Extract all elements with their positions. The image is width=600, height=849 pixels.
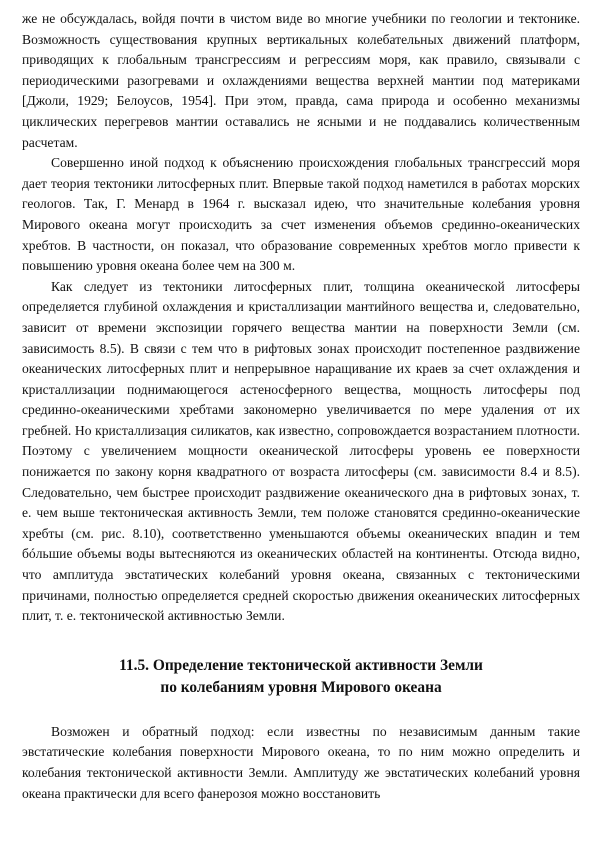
paragraph-lithosphere-thickness: Как следует из тектоники литосферных плит, толщина океанической литосферы определяется глубиной охлаждения и кристаллизации мантийного вещества и, следовательно, зависит от времени экспозиции горячего вещества мантии на поверхности Земли (см. зависимость 8.5). В связи с тем что в рифтовых зонах происходит постепенное раздвижение океанических литосферных плит и непрерывное наращивание их краев за счет охлаждения и кристаллизации поднимающегося астеносферного вещества, мощность литосферы под срединно-океаническими хребтами закономерно увеличивается по мере удаления от их гребней. Но кристаллизация силикатов, как известно, сопровождается возрастанием плотности. Поэтому с увеличением мощности океанической литосферы уровень ее поверхности понижается по закону корня квадратного от возраста литосферы (см. зависимости 8.4 и 8.5). Следовательно, чем быстрее происходит раздвижение океанического дна в рифтовых зонах, т. е. чем выше тектоническая активность Земли, тем положе становятся срединно-океанические хребты (см. рис. 8.10), соответственно уменьшаются объемы океанических впадин и тем бóльшие объемы воды вытесняются из океанических областей на континенты. Отсюда видно, что амплитуда эвстатических колебаний уровня океана, связанных с тектоническими причинами, полностью определяется средней скоростью движения океанических литосферных плит, т. е. тектонической активностью Земли.	[22, 278, 580, 624]
section-heading-line-2: по колебаниям уровня Мирового океана	[160, 678, 442, 696]
paragraph-inverse-approach: Возможен и обратный подход: если известны по независимым данным такие эвстатические колебания поверхности Мирового океана, то по ним можно определить и колебания тектонической активности Земли. Амплитуду же эвстатических колебаний уровня океана практически для всего фанерозоя можно восстановить	[22, 723, 580, 801]
paragraph-plate-tectonics-approach: Совершенно иной подход к объяснению происхождения глобальных трансгрессий моря дает теория тектоники литосферных плит. Впервые такой подход наметился в работах морских геологов. Так, Г. Менард в 1964 г. высказал идею, что значительные колебания уровня Мирового океана могут происходить за счет изменения объемов срединно-океанических хребтов. В частности, он показал, что образование современных хребтов могло привести к повышению уровня океана более чем на 300 м.	[22, 155, 580, 274]
section-heading-line-1: 11.5. Определение тектонической активности Земли	[119, 656, 483, 674]
section-heading	[22, 655, 580, 699]
paragraph-platform-movements: же не обсуждалась, войдя почти в чистом виде во многие учебники по геологии и тектонике. Возможность существования крупных вертикальных колебательных движений платформ, приводящих к глобальным трансгрессиям и регрессиям моря, как правило, связывали с периодическими разогревами и охлаждениями вещества верхней мантии под материками [Джоли, 1929; Белоусов, 1954]. При этом, правда, сама природа и особенно механизмы циклических перегревов мантии оставались не ясными и не поддавались количественным расчетам.	[22, 11, 580, 150]
